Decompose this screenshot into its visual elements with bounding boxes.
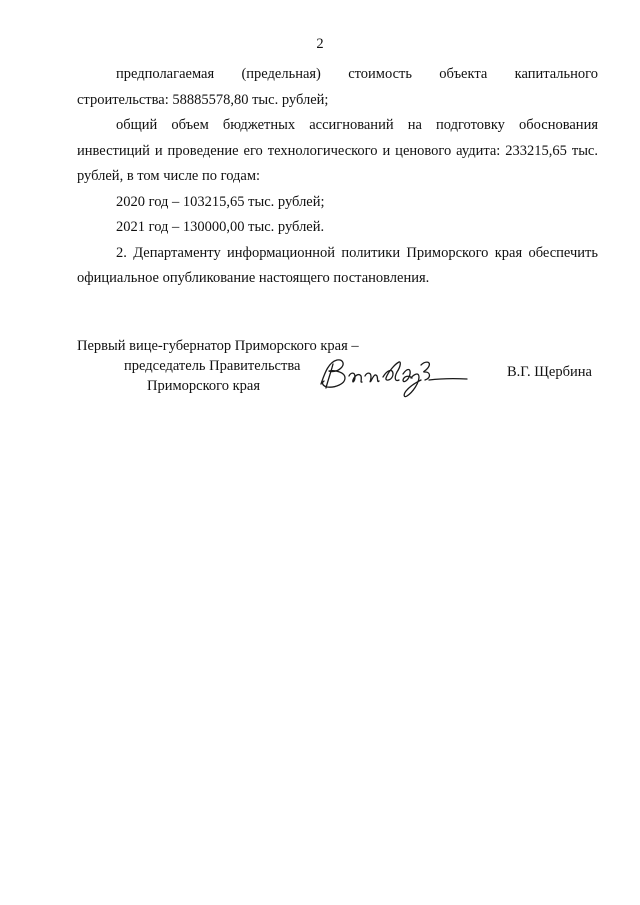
signer-title-line2: председатель Правительства xyxy=(124,358,301,374)
page-number: 2 xyxy=(316,36,324,52)
paragraph-budget-allocations: общий объем бюджетных ассигнований на подготовку обоснования инвестиций и проведение его технологического и ценового аудита: 233215,65 тыс. рублей, в том числе по годам: xyxy=(77,117,598,184)
document-body xyxy=(77,62,598,292)
paragraph-cost-line1: предполагаемая (предельная) стоимость объекта капитального xyxy=(116,66,598,82)
handwritten-signature xyxy=(315,350,480,400)
signer-name: В.Г. Щербина xyxy=(507,364,592,380)
paragraph-cost-line2: строительства: 58885578,80 тыс. рублей; xyxy=(77,91,329,108)
paragraph-year-2020: 2020 год – 103215,65 тыс. рублей; xyxy=(116,193,325,210)
signer-title-line1: Первый вице-губернатор Приморского края – xyxy=(77,338,359,354)
signer-title-line3: Приморского края xyxy=(147,378,261,394)
paragraph-publication-order: 2. Департаменту информационной политики Приморского края обеспечить официальное опубликование настоящего постановления. xyxy=(77,244,598,286)
paragraph-year-2021: 2021 год – 130000,00 тыс. рублей. xyxy=(116,219,325,235)
